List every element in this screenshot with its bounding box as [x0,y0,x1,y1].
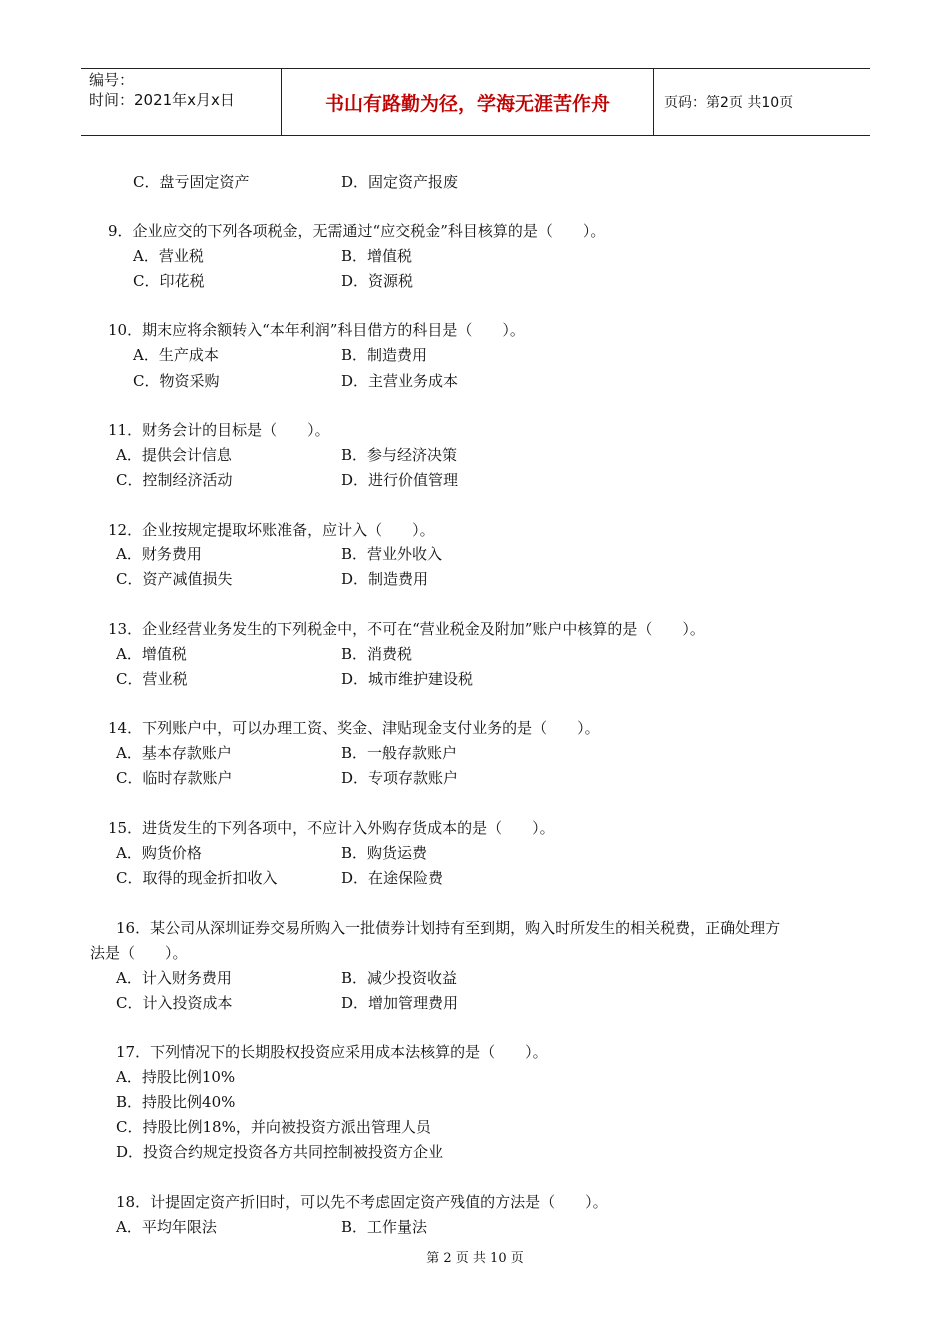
option: C．物资采购 [133,372,220,390]
option: B．增值税 [341,247,413,265]
option: B．减少投资收益 [341,969,458,987]
option: C．营业税 [116,670,188,688]
option: A．营业税 [133,247,204,265]
page-header [81,68,870,136]
question-12: 12．企业按规定提取坏账准备，应计入（ ）。 [108,521,435,539]
option: A．生产成本 [133,346,219,364]
option: A．提供会计信息 [116,446,232,464]
option: B．购货运费 [341,844,428,862]
header-meta [81,69,282,135]
number-label: 编号： [89,71,135,89]
option: D．城市维护建设税 [341,670,474,688]
option: A．购货价格 [116,844,202,862]
header-page-info: 页码：第2页 共10页 [664,95,794,111]
option: D．增加管理费用 [341,994,459,1012]
page-footer: 第 2 页 共 10 页 [426,1251,524,1266]
question-18: 18．计提固定资产折旧时，可以先不考虑固定资产残值的方法是（ ）。 [116,1193,608,1211]
question-13: 13．企业经营业务发生的下列税金中，不可在“营业税金及附加”账户中核算的是（ ）。 [108,620,705,638]
option: B．参与经济决策 [341,446,458,464]
option: D．投资合约规定投资各方共同控制被投资方企业 [116,1143,444,1161]
question-14: 14．下列账户中，可以办理工资、奖金、津贴现金支付业务的是（ ）。 [108,719,600,737]
question-16-continued: 法是（ ）。 [90,944,188,962]
option: B．持股比例40% [116,1093,236,1111]
option: A．增值税 [116,645,187,663]
option: C．临时存款账户 [116,769,233,787]
option: C．资产减值损失 [116,570,233,588]
question-9: 9．企业应交的下列各项税金，无需通过“应交税金”科目核算的是（ ）。 [108,222,606,240]
option: C．盘亏固定资产 [133,173,250,191]
option: B．营业外收入 [341,545,443,563]
option: D．固定资产报废 [341,173,459,191]
option: A．平均年限法 [116,1218,217,1236]
option: B．一般存款账户 [341,744,458,762]
option: B．工作量法 [341,1218,428,1236]
option: A．基本存款账户 [116,744,232,762]
option: D．主营业务成本 [341,372,459,390]
option: B．制造费用 [341,346,428,364]
option: C．控制经济活动 [116,471,233,489]
option: C．取得的现金折扣收入 [116,869,278,887]
option: C．印花税 [133,272,205,290]
option: B．消费税 [341,645,413,663]
time-label: 时间：2021年x月x日 [89,91,235,109]
option: D．在途保险费 [341,869,444,887]
question-16: 16．某公司从深圳证券交易所购入一批债券计划持有至到期，购入时所发生的相关税费，正确处理方 [116,919,781,937]
question-17: 17．下列情况下的长期股权投资应采用成本法核算的是（ ）。 [116,1043,548,1061]
option: C．计入投资成本 [116,994,233,1012]
question-15: 15．进货发生的下列各项中，不应计入外购存货成本的是（ ）。 [108,819,555,837]
option: A．财务费用 [116,545,202,563]
option: A．计入财务费用 [116,969,232,987]
option: A．持股比例10% [116,1068,236,1086]
option: D．进行价值管理 [341,471,459,489]
option: C．持股比例18%，并向被投资方派出管理人员 [116,1118,431,1136]
question-10: 10．期末应将余额转入“本年利润”科目借方的科目是（ ）。 [108,321,525,339]
option: D．制造费用 [341,570,429,588]
header-motto: 书山有路勤为径，学海无涯苦作舟 [282,69,654,135]
option: D．资源税 [341,272,414,290]
option: D．专项存款账户 [341,769,459,787]
question-11: 11．财务会计的目标是（ ）。 [108,421,330,439]
